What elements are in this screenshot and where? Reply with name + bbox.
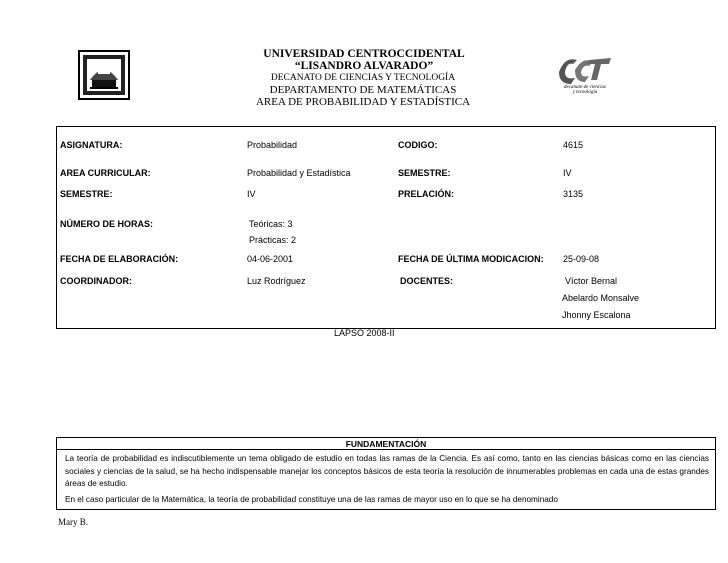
practicas-value: Prácticas: 2 [249,235,297,245]
docente-item: Jhonny Escalona [562,310,631,320]
fundamentacion-body [65,453,709,509]
deanship-title: DECANATO DE CIENCIAS Y TECNOLOGÍA [270,73,456,83]
prelacion-value: 3135 [563,189,584,199]
university-title: UNIVERSIDAD CENTROCCIDENTAL [263,48,465,60]
fecha-modificacion-label: FECHA DE ÚLTIMA MODICACION: [398,254,544,264]
fecha-modificacion-value: 25-09-08 [563,254,600,264]
fundamentacion-title: FUNDAMENTACIÓN [57,438,715,450]
coordinador-value: Luz Rodríguez [247,276,306,286]
codigo-label: CODIGO: [398,140,438,150]
lapso-label: LAPSO 2008-II [334,328,395,338]
codigo-value: 4615 [563,140,584,150]
asignatura-label: ASIGNATURA: [60,140,123,150]
semestre-value-right: IV [563,168,572,178]
fecha-elaboracion-label: FECHA DE ELABORACIÓN: [60,254,179,264]
fundamentacion-paragraph-1: La teoría de probabilidad es indiscutiblemente un tema obligado de estudio en todas las ramas de la Ciencia. Es así como, tanto en las ciencias básicas como en las ciencias sociales y ciencias de la salud, se ha hecho indispensable manejar los conceptos básicos de esta teoría la resolución de innumerables problemas en cada una de estas grandes áreas de estudio. [65,454,709,489]
area-curricular-label: AREA CURRICULAR: [60,168,151,178]
docente-item: Víctor Bernal [565,276,618,286]
document-header [0,48,728,108]
semestre-label-right: SEMESTRE: [398,168,451,178]
university-name: “LISANDRO ALVARADO” [294,60,434,72]
prelacion-label: PRELACIÓN: [398,189,454,199]
fundamentacion-box [56,437,716,510]
semestre-value: IV [247,189,256,199]
coordinador-label: COORDINADOR: [60,276,132,286]
area-curricular-value: Probabilidad y Estadística [247,168,351,178]
docente-item: Abelardo Monsalve [562,293,640,303]
semestre-label: SEMESTRE: [60,189,113,199]
fundamentacion-paragraph-2: En el caso particular de la Matemática, la teoría de probabilidad constituye una de las ramas de mayor uso en lo que se ha denominado [65,494,558,504]
department-title: DEPARTAMENTO DE MATEMÁTICAS [269,84,457,96]
docentes-label: DOCENTES: [400,276,454,286]
logo-text-line-1: decanato de ciencias [564,85,606,90]
logo-text-line-2: y tecnología [572,90,598,94]
horas-label: NÚMERO DE HORAS: [60,219,154,229]
fecha-elaboracion-value: 04-06-2001 [247,254,294,264]
area-title: AREA DE PROBABILIDAD Y ESTADÍSTICA [255,96,471,108]
teoricas-value: Teóricas: 3 [249,219,293,229]
footer-author: Mary B. [58,517,88,527]
asignatura-value: Probabilidad [247,140,298,150]
course-info-box [56,126,716,329]
